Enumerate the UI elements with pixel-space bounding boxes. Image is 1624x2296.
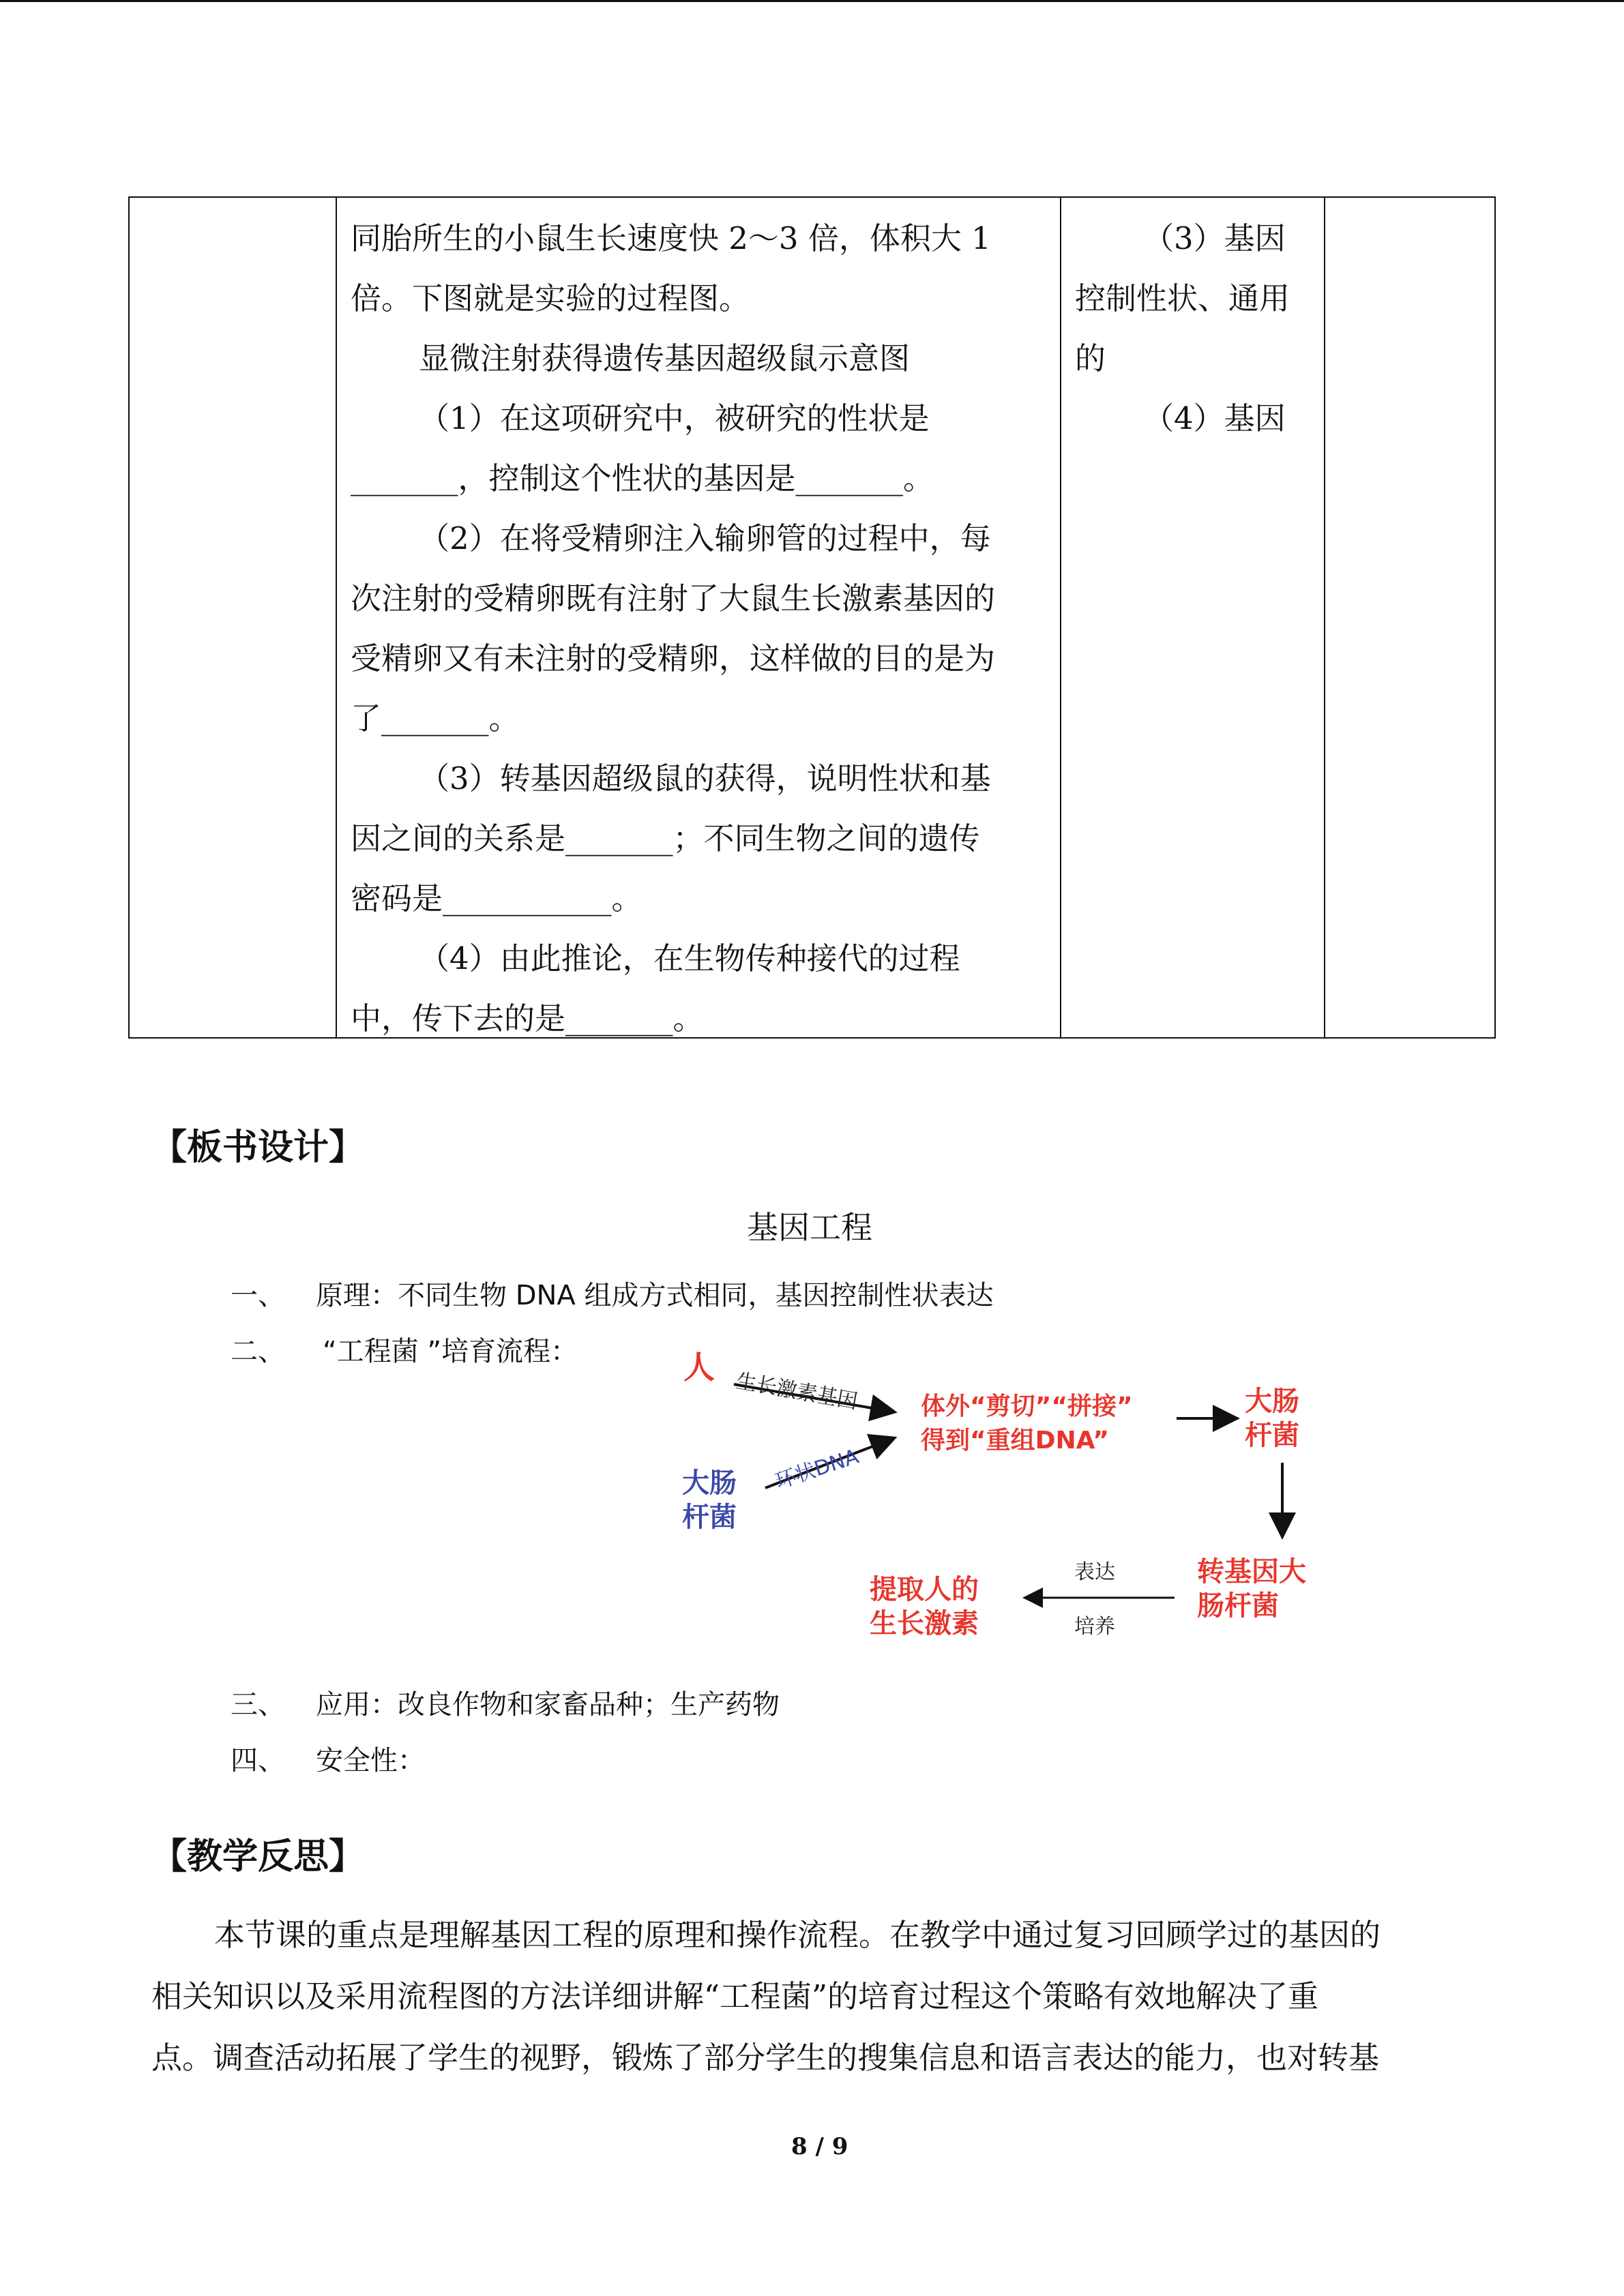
extract-hormone-label-1: 提取人的 (870, 1574, 979, 1605)
recombination-label-1: 体外“剪切”“拼接” (921, 1392, 1133, 1420)
page-number: 8 / 9 (791, 2133, 848, 2160)
cell-line: 同胎所生的小鼠生长速度快 2～3 倍，体积大 1 (351, 220, 991, 256)
table-cell-activity (351, 209, 995, 1049)
ecoli-source-label-1: 大肠 (682, 1467, 737, 1499)
reflection-paragraph (151, 1905, 1381, 2089)
answer-line: （3）基因 (1143, 220, 1286, 256)
table-col-divider-1 (336, 198, 337, 1037)
cell-line: 因之间的关系是_______；不同生物之间的遗传 (351, 820, 980, 856)
answer-line: 控制性状、通用 (1075, 280, 1290, 316)
cell-line: （4）由此推论，在生物传种接代的过程 (419, 940, 960, 976)
item-number: 二、 (231, 1336, 285, 1367)
cell-line: 密码是___________。 (351, 880, 643, 916)
teaching-reflection-heading: 【教学反思】 (151, 1836, 365, 1877)
target-ecoli-label-2: 杆菌 (1245, 1420, 1299, 1451)
growth-gene-label: 生长激素基因 (734, 1369, 859, 1414)
reflection-line: 相关知识以及采用流程图的方法详细讲解“工程菌”的培育过程这个策略有效地解决了重 (151, 1978, 1319, 2014)
cell-line: 中，传下去的是_______。 (351, 1000, 704, 1037)
cell-line: 倍。下图就是实验的过程图。 (351, 280, 750, 316)
engineered-bacteria-flowchart (675, 1337, 1344, 1650)
board-design-heading: 【板书设计】 (151, 1127, 365, 1168)
item-text: 应用：改良作物和家畜品种；生产药物 (316, 1689, 780, 1720)
board-item-3 (231, 1683, 780, 1722)
cell-line: 了_______。 (351, 700, 520, 736)
transgenic-ecoli-label-1: 转基因大 (1197, 1556, 1306, 1587)
reflection-line: 本节课的重点是理解基因工程的原理和操作流程。在教学中通过复习回顾学过的基因的 (214, 1917, 1381, 1953)
item-text: 原理：不同生物 DNA 组成方式相同，基因控制性状表达 (316, 1280, 994, 1311)
culture-label: 培养 (1074, 1615, 1115, 1639)
item-text: 安全性： (316, 1745, 425, 1776)
item-number: 三、 (231, 1689, 285, 1720)
board-title: 基因工程 (747, 1209, 872, 1246)
page-top-rule (0, 0, 1624, 2)
item-text: “工程菌 ”培育流程： (323, 1336, 578, 1367)
cell-line: （2）在将受精卵注入输卵管的过程中，每 (419, 520, 991, 556)
cell-line: （1）在这项研究中，被研究的性状是 (419, 400, 930, 436)
table-cell-answers (1075, 209, 1290, 449)
board-item-4 (231, 1739, 425, 1778)
answer-line: 的 (1075, 340, 1106, 376)
cell-line: 次注射的受精卵既有注射了大鼠生长激素基因的 (351, 580, 996, 616)
cell-line: 显微注射获得遗传基因超级鼠示意图 (419, 340, 911, 376)
extract-hormone-label-2: 生长激素 (870, 1608, 979, 1639)
transgenic-ecoli-label-2: 肠杆菌 (1197, 1590, 1279, 1622)
reflection-line: 点。调查活动拓展了学生的视野，锻炼了部分学生的搜集信息和语言表达的能力，也对转基 (151, 2040, 1380, 2076)
human-label: 人 (683, 1349, 715, 1386)
table-col-divider-3 (1324, 198, 1325, 1037)
express-label: 表达 (1074, 1560, 1115, 1584)
cell-line: （3）转基因超级鼠的获得，说明性状和基 (419, 760, 991, 796)
table-col-divider-2 (1060, 198, 1061, 1037)
board-item-2 (231, 1330, 578, 1369)
cell-line: 受精卵又有未注射的受精卵，这样做的目的是为 (351, 640, 996, 676)
ecoli-source-label-2: 杆菌 (682, 1502, 737, 1533)
recombination-label-2: 得到“重组DNA” (921, 1427, 1109, 1455)
item-number: 一、 (231, 1280, 285, 1311)
answer-line: （4）基因 (1143, 400, 1286, 436)
circular-dna-label: 环状DNA (772, 1444, 862, 1494)
board-item-1 (231, 1274, 994, 1313)
target-ecoli-label-1: 大肠 (1245, 1386, 1299, 1417)
cell-line: _______，控制这个性状的基因是_______。 (351, 460, 934, 496)
item-number: 四、 (231, 1745, 285, 1776)
